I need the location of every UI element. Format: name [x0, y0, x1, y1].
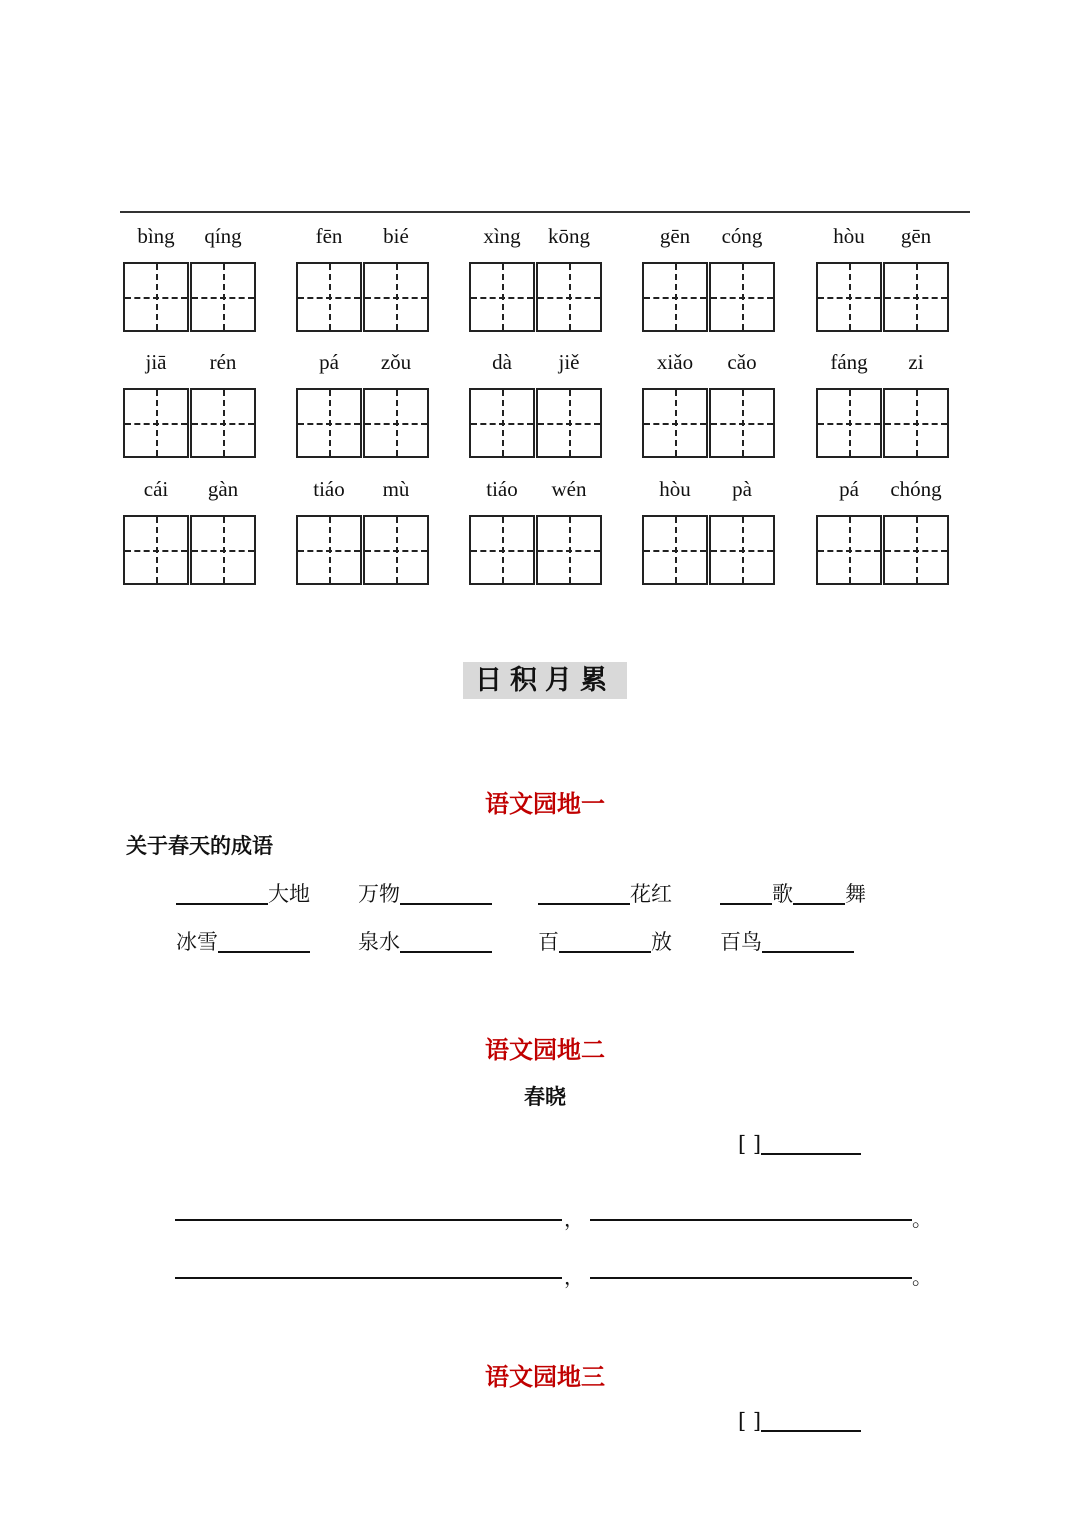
pinyin-label: gēn [900, 224, 932, 248]
writing-box[interactable] [363, 262, 429, 332]
writing-box[interactable] [469, 515, 535, 585]
pinyin-label: jiā [145, 350, 167, 374]
pinyin-label: pá [319, 350, 339, 374]
pinyin-label: gēn [659, 224, 691, 248]
idiom-blank[interactable] [762, 931, 854, 953]
pinyin-label: bié [383, 224, 409, 248]
pinyin-label: zi [908, 350, 924, 374]
writing-box[interactable] [469, 388, 535, 458]
writing-box[interactable] [709, 515, 775, 585]
pinyin-label: tiáo [486, 477, 518, 501]
writing-box[interactable] [363, 515, 429, 585]
idiom-item [720, 926, 854, 954]
writing-box[interactable] [642, 388, 708, 458]
writing-box[interactable] [883, 388, 949, 458]
writing-box[interactable] [816, 388, 882, 458]
writing-box[interactable] [296, 388, 362, 458]
writing-box[interactable] [123, 388, 189, 458]
author-bracket [738, 1409, 861, 1433]
idiom-item [358, 926, 492, 954]
pinyin-label: kōng [548, 224, 590, 248]
pinyin-label: tiáo [313, 477, 345, 501]
poem-line-1a[interactable] [175, 1219, 562, 1221]
idiom-blank[interactable] [538, 883, 630, 905]
idiom-blank[interactable] [720, 883, 772, 905]
writing-box[interactable] [642, 515, 708, 585]
author-bracket [738, 1132, 861, 1156]
idiom-item [538, 878, 672, 906]
idiom-item [176, 878, 310, 906]
idiom-item [538, 926, 672, 954]
idiom-text: 花红 [630, 882, 672, 906]
period: 。 [912, 1265, 932, 1289]
writing-box[interactable] [296, 515, 362, 585]
pinyin-label: xìng [483, 224, 521, 248]
writing-box[interactable] [190, 262, 256, 332]
idiom-text: 万物 [358, 882, 400, 906]
idiom-text: 百鸟 [720, 930, 762, 954]
idiom-blank[interactable] [218, 931, 310, 953]
pinyin-label: zǒu [380, 350, 412, 374]
dynasty-bracket: [ ] [738, 1132, 762, 1156]
pinyin-label: pá [839, 477, 859, 501]
pinyin-label: pà [732, 477, 752, 501]
author-blank[interactable] [761, 1133, 861, 1155]
pinyin-label: gàn [207, 477, 239, 501]
pinyin-label: qíng [204, 224, 242, 248]
writing-box[interactable] [190, 515, 256, 585]
pinyin-label: dà [492, 350, 512, 374]
pinyin-label: hòu [833, 224, 865, 248]
writing-box[interactable] [123, 262, 189, 332]
idiom-blank[interactable] [559, 931, 651, 953]
pinyin-label: chóng [890, 477, 942, 501]
writing-box[interactable] [816, 515, 882, 585]
section-title: 日积月累 [463, 662, 627, 699]
pinyin-label: rén [209, 350, 237, 374]
pinyin-label: hòu [659, 477, 691, 501]
comma: ， [564, 1265, 584, 1289]
idiom-text: 大地 [268, 882, 310, 906]
writing-box[interactable] [363, 388, 429, 458]
idiom-text: 冰雪 [176, 930, 218, 954]
pinyin-label: jiě [558, 350, 580, 374]
writing-box[interactable] [536, 262, 602, 332]
writing-box[interactable] [469, 262, 535, 332]
pinyin-label: cǎo [727, 350, 757, 374]
period: 。 [912, 1207, 932, 1231]
writing-box[interactable] [536, 515, 602, 585]
writing-box[interactable] [883, 515, 949, 585]
idiom-blank[interactable] [400, 883, 492, 905]
idiom-blank[interactable] [793, 883, 845, 905]
pinyin-label: bìng [137, 224, 175, 248]
writing-box[interactable] [709, 262, 775, 332]
idiom-blank[interactable] [176, 883, 268, 905]
idiom-text: 放 [651, 930, 672, 954]
writing-box[interactable] [709, 388, 775, 458]
idiom-text: 舞 [845, 882, 866, 906]
pinyin-label: cóng [721, 224, 763, 248]
garden2-heading: 语文园地二 [485, 1036, 605, 1064]
writing-box[interactable] [536, 388, 602, 458]
garden1-subheading: 关于春天的成语 [126, 833, 273, 858]
writing-box[interactable] [642, 262, 708, 332]
pinyin-label: mù [382, 477, 410, 501]
writing-box[interactable] [816, 262, 882, 332]
pinyin-label: cái [143, 477, 169, 501]
writing-box[interactable] [190, 388, 256, 458]
pinyin-label: fáng [830, 350, 868, 374]
pinyin-label: xiǎo [656, 350, 694, 374]
pinyin-label: wén [551, 477, 587, 501]
dynasty-bracket: [ ] [738, 1409, 762, 1433]
idiom-text: 泉水 [358, 930, 400, 954]
garden1-heading: 语文园地一 [485, 790, 605, 818]
idiom-item [720, 878, 866, 906]
idiom-blank[interactable] [400, 931, 492, 953]
author-blank[interactable] [761, 1410, 861, 1432]
writing-box[interactable] [883, 262, 949, 332]
writing-box[interactable] [296, 262, 362, 332]
comma: ， [564, 1207, 584, 1231]
garden3-heading: 语文园地三 [485, 1363, 605, 1391]
idiom-text: 歌 [772, 882, 793, 906]
idiom-text: 百 [538, 930, 559, 954]
poem-line-2a[interactable] [175, 1277, 562, 1279]
idiom-item [176, 926, 310, 954]
poem-line-2b[interactable] [590, 1277, 912, 1279]
poem-title: 春晓 [524, 1084, 566, 1109]
pinyin-label: fēn [315, 224, 343, 248]
writing-box[interactable] [123, 515, 189, 585]
idiom-item [358, 878, 492, 906]
poem-line-1b[interactable] [590, 1219, 912, 1221]
divider [120, 211, 970, 213]
